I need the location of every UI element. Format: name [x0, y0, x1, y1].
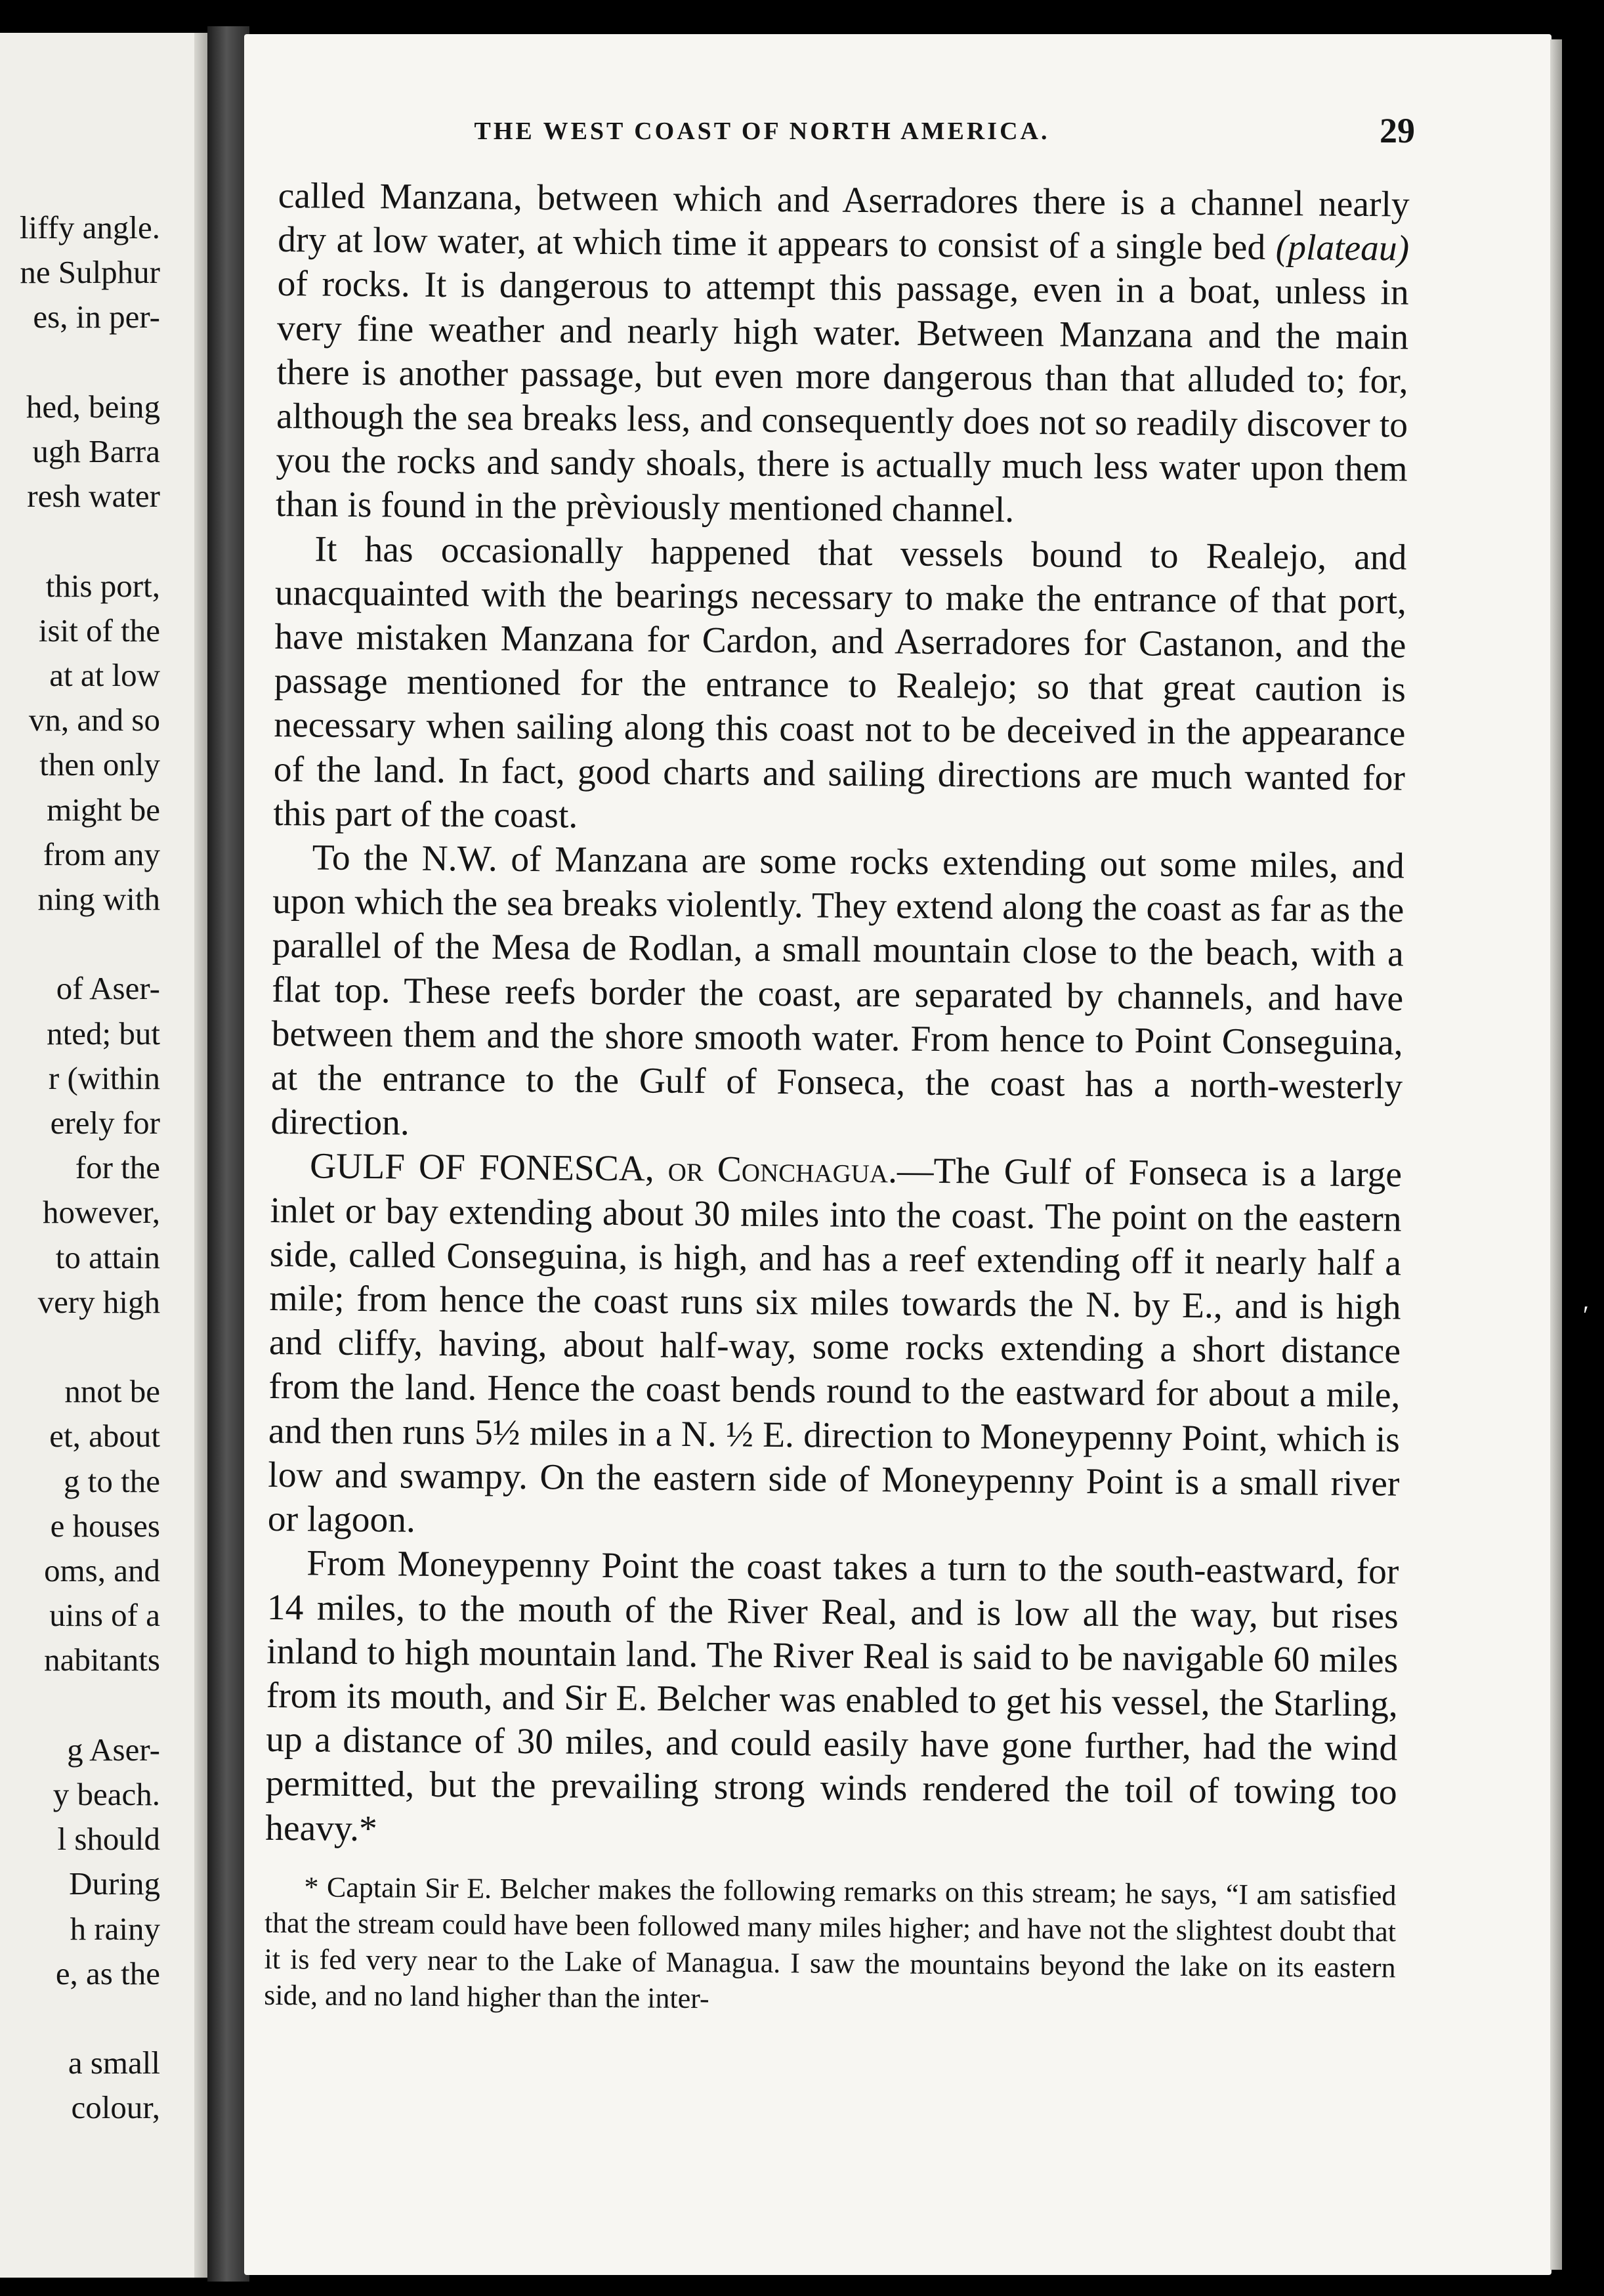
left-page-line: h rainy [70, 1910, 160, 1947]
left-page-line: e, as the [55, 1955, 160, 1991]
left-page-line: ne Sulphur [20, 254, 160, 291]
left-page-line: isit of the [38, 612, 160, 648]
left-page-line: l should [57, 1821, 160, 1858]
left-page-line: a small [68, 2045, 160, 2081]
left-page-line: vn, and so [28, 702, 160, 738]
left-page-line: nabitants [44, 1642, 160, 1678]
left-page-line: et, about [49, 1418, 160, 1455]
section-heading-or: or [654, 1149, 718, 1190]
scan-speck: ′ [1583, 1300, 1589, 1330]
left-page-line: g to the [64, 1462, 160, 1499]
left-page-line: erely for [50, 1105, 160, 1141]
body-text [264, 174, 1410, 2022]
left-page-line: resh water [27, 478, 160, 515]
left-page-line: During [69, 1865, 160, 1902]
left-page-line: ning with [37, 881, 160, 917]
left-page [0, 33, 217, 2278]
left-page-line: liffy angle. [19, 209, 160, 245]
book-spine [207, 26, 249, 2282]
paragraph-4 [268, 1144, 1403, 1550]
left-page-line: es, in per- [33, 299, 160, 335]
paragraph-5: From Moneypenny Point the coast takes a turn to the south-eastward, for 14 miles, to the mouth of the River Real, and is low all the way, but rises inland to high mountain land. The River Real is said to be navigable 60 miles from its mouth, and Sir E. Belcher was enabled to get his vessel, the Starling, up a distance of 30 miles, and could easily have gone further, had the wind permitted, but the prevailing strong winds rendered the toil of towing too heavy.* [264, 1543, 1399, 1849]
left-page-line: however, [43, 1194, 160, 1231]
left-page-line: for the [75, 1149, 160, 1186]
section-heading: GULF OF FONESCA, [309, 1146, 654, 1190]
paragraph-4-text: —The Gulf of Fonseca is a large inlet or bay extending about 30 miles into the coast. The point on the eastern side, called Conseguina, is high, and has a reef extending off it nearly half a mile; from hence the coast runs six miles towards the N. by E., and is high and cliffy, having, about half-way, some rocks extending a short distance from the land. Hence the coast bends round to the eastward for about a mile, and then runs 5½ miles in a N. ½ E. direction to Moneypenny Point, which is low and swampy. On the eastern side of Moneypenny Point is a small river or lagoon. [267, 1151, 1403, 1541]
left-page-line: of Aser- [56, 970, 160, 1007]
left-page-line: to attain [55, 1239, 160, 1275]
left-page-line: might be [47, 791, 160, 828]
paragraph-3: To the N.W. of Manzana are some rocks extending out some miles, and upon which the sea breaks violently. They extend along the coast as far as the parallel of the Mesa de Rodlan, a small mountain close to the beach, with a flat top. These reefs border the coast, are separated by channels, and have between them and the shore smooth water. From hence to Point Conseguina, at the entrance to the Gulf of Fonseca, the coast has a north-westerly direction. [270, 838, 1405, 1143]
footnote [264, 1869, 1397, 2022]
left-page-line: y beach. [53, 1776, 160, 1812]
paragraph-1-italic: (plateau) [1275, 228, 1410, 269]
left-page-line: ugh Barra [32, 433, 160, 469]
left-page-line: uins of a [49, 1597, 160, 1634]
left-page-line: then only [39, 746, 160, 783]
paragraph-2: It has occasionally happened that vessels bound to Realejo, and unacquainted with the bearings necessary to make the entrance of that port, have mistaken Manzana for Cardon, and Aserradores for Castanon, and the passage mentioned for the entrance to Realejo; so that great caution is necessary when sailing along this coast not to be deceived in the appearance of the land. In fact, good charts and sailing directions are much wanted for this part of the coast. [273, 529, 1407, 836]
paragraph-1-text-a: called Manzana, between which and Aserradores there is a channel nearly dry at low water, at which time it appears to consist of a single bed [277, 175, 1410, 268]
paragraph-1-text-c: of rocks. It is dangerous to attempt this passage, even in a boat, unless in very fine weather and nearly high water. Between Manzana and the main there is another passage, but even more dangerous than that alluded to; for, although the sea breaks less, and consequently does not so readily discover to you the rocks and sandy shoals, there is actually much less water upon them than is found in the prèviously mentioned channel. [275, 264, 1409, 531]
left-page-line: e houses [50, 1507, 160, 1544]
left-page-line: this port, [45, 567, 160, 604]
left-page-line: g Aser- [67, 1731, 160, 1768]
page-number: 29 [1380, 111, 1415, 150]
left-page-line: r (within [48, 1059, 160, 1096]
left-page-line: from any [43, 836, 160, 872]
left-page-line: nted; but [47, 1015, 160, 1052]
right-page-edge [1550, 39, 1562, 2270]
paragraph-1 [276, 174, 1410, 536]
left-page-line: very high [37, 1283, 160, 1320]
left-page-line: hed, being [26, 388, 160, 425]
left-page-line: nnot be [64, 1373, 160, 1410]
left-page-line: colour, [71, 2089, 160, 2126]
footnote-text: * Captain Sir E. Belcher makes the following remarks on this stream; he says, “I am satisfied that the stream could have been followed many miles higher; and have not the slightest doubt that it is fed very near to the Lake of Managua. I saw the mountains beyond the lake on its eastern side, and no land higher than the inter- [264, 1871, 1397, 2014]
running-head: THE WEST COAST OF NORTH AMERICA. [474, 117, 1050, 145]
left-page-line: oms, and [44, 1552, 160, 1588]
section-heading-alt: Conchagua. [717, 1149, 898, 1191]
left-page-line: at at low [49, 657, 160, 693]
